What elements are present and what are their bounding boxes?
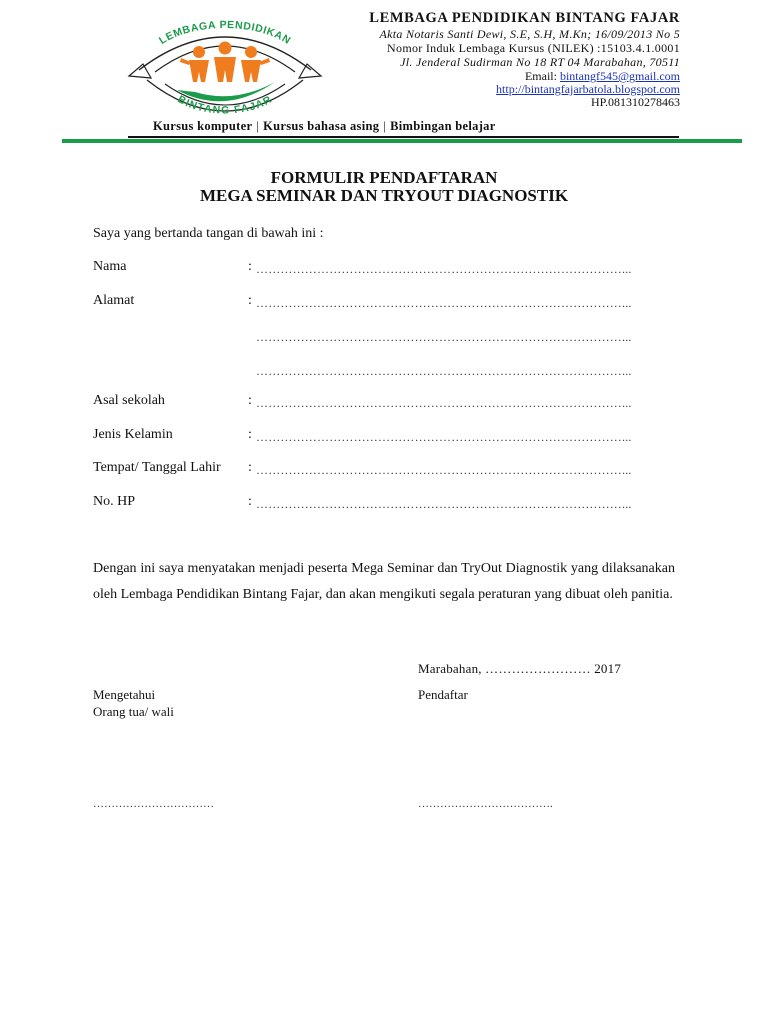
logo-text-top: LEMBAGA PENDIDIKAN [157,18,293,47]
service-item: Bimbingan belajar [390,119,496,133]
address: Jl. Jenderal Sudirman No 18 RT 04 Marabahan, 70511 [400,55,680,69]
notary-deed: Akta Notaris Santi Dewi, S.E, S.H, M.Kn; 16/09/2013 No 5 [379,27,680,41]
statement-paragraph: Dengan ini saya menyatakan menjadi peserta Mega Seminar dan TryOut Diagnostik yang dilaksanakan oleh Lembaga Pendidikan Bintang Fajar, dan akan mengikuti segala peraturan yang dibuat oleh panitia. [93,561,675,602]
contact-info [496,70,680,109]
institution-logo [125,18,325,126]
field-label-asal-sekolah: Asal sekolah [93,393,165,408]
signature-line-right[interactable]: ………………………………. [418,798,553,810]
colon: : [248,460,252,475]
colon: : [248,393,252,408]
header-divider-green [62,139,742,143]
organization-info [369,10,680,69]
signature-right-title: Pendaftar [418,687,468,702]
field-label-jenis-kelamin: Jenis Kelamin [93,427,173,442]
service-item: Kursus bahasa asing [263,119,380,133]
header-divider [128,136,679,138]
alamat-fill-line-2[interactable]: ………………………………………………………………………………... [256,330,632,344]
place-date: Marabahan, …………………… 2017 [418,661,622,676]
alamat-fill-line-3[interactable]: ………………………………………………………………………………... [256,364,632,378]
intro-text: Saya yang bertanda tangan di bawah ini : [93,226,324,241]
colon: : [248,427,252,442]
email-line: Email: bintangf545@gmail.com [524,69,680,83]
alamat-fill-line[interactable]: ………………………………………………………………………………... [256,296,632,310]
nama-fill-line[interactable]: ………………………………………………………………………………... [256,262,632,276]
service-item: Kursus komputer [153,119,253,133]
no-hp-fill-line[interactable]: ………………………………………………………………………………... [256,497,632,511]
field-label-nama: Nama [93,259,127,274]
colon: : [248,293,252,308]
signature-line-left[interactable]: …………………………… [93,798,214,810]
form-title: FORMULIR PENDAFTARAN [270,168,498,187]
email-link[interactable]: bintangf545@gmail.com [559,69,680,83]
field-label-alamat: Alamat [93,293,135,308]
organization-name: LEMBAGA PENDIDIKAN BINTANG FAJAR [369,10,680,26]
services-list: Kursus komputer | Kursus bahasa asing | Bimbingan belajar [153,119,496,133]
signature-left-subtitle: Orang tua/ wali [93,704,174,719]
jenis-kelamin-fill-line[interactable]: ………………………………………………………………………………... [256,430,632,444]
asal-sekolah-fill-line[interactable]: ………………………………………………………………………………... [256,396,632,410]
logo-text-bottom: BINTANG FAJAR [175,93,275,117]
phone-number: HP.081310278463 [590,95,680,109]
ttl-fill-line[interactable]: ………………………………………………………………………………... [256,463,632,477]
field-label-ttl: Tempat/ Tanggal Lahir [93,460,221,475]
colon: : [248,259,252,274]
field-label-no-hp: No. HP [93,494,136,509]
signature-left-title: Mengetahui [93,687,156,702]
form-subtitle: MEGA SEMINAR DAN TRYOUT DIAGNOSTIK [199,186,569,205]
colon: : [248,494,252,509]
license-number: Nomor Induk Lembaga Kursus (NILEK) :15103.4.1.0001 [387,41,680,55]
website-link[interactable]: http://bintangfajarbatola.blogspot.com [496,82,680,96]
